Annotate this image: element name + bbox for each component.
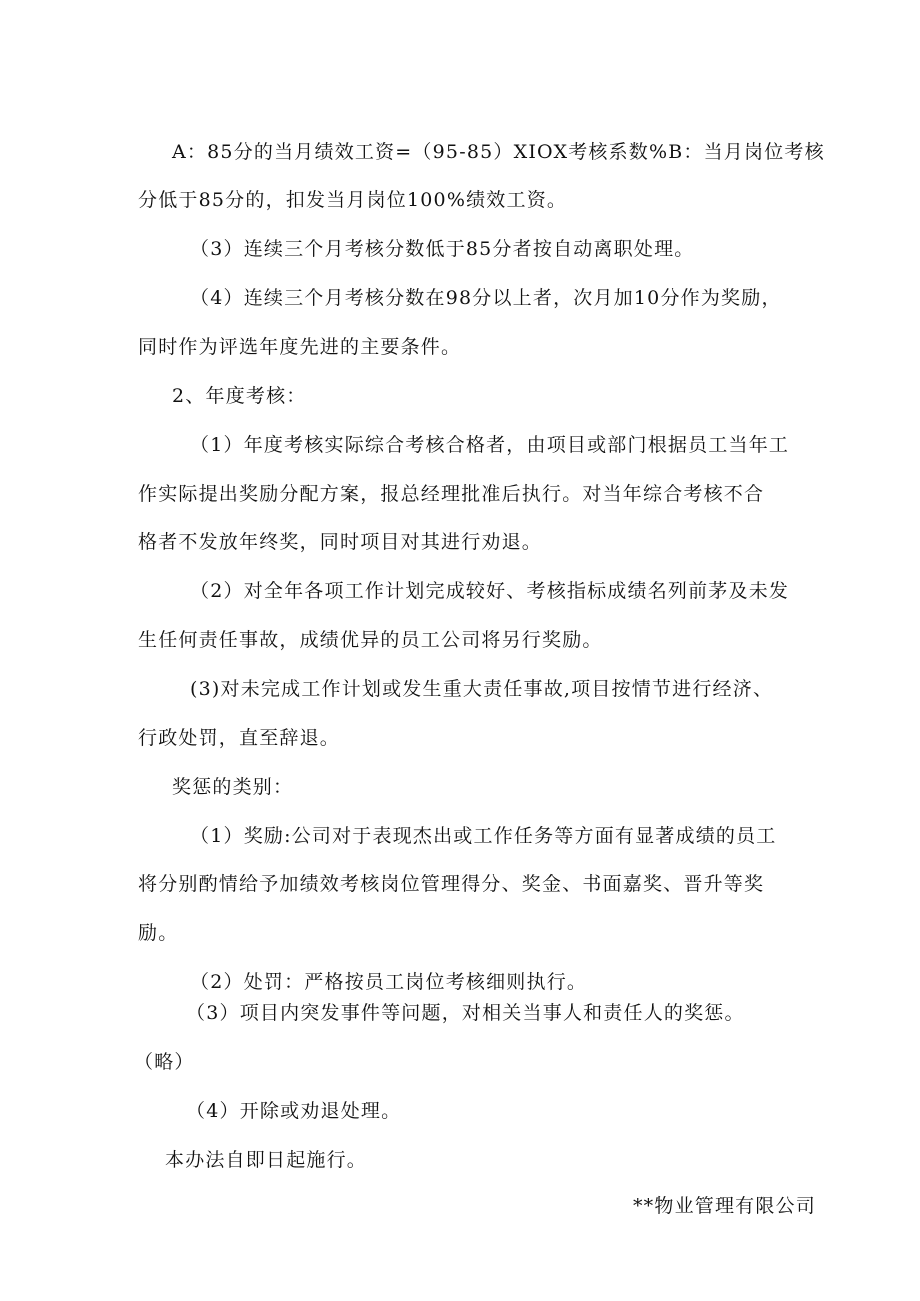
closing-line: 本办法自即日起施行。 — [165, 1149, 368, 1171]
paragraph-line: 作实际提出奖励分配方案，报总经理批准后执行。对当年综合考核不合 — [138, 483, 765, 505]
paragraph-line: 分低于85分的，扣发当月岗位100%绩效工资。 — [138, 189, 568, 211]
paragraph-line: 将分别酌情给予加绩效考核岗位管理得分、奖金、书面嘉奖、晋升等奖 — [138, 873, 765, 895]
paragraph-line: 行政处罚，直至辞退。 — [138, 727, 341, 749]
paragraph-line: （2）处罚：严格按员工岗位考核细则执行。 — [190, 971, 588, 993]
paragraph-line: （4）开除或劝退处理。 — [186, 1100, 402, 1122]
paragraph-line: 格者不发放年终奖，同时项目对其进行劝退。 — [138, 531, 543, 553]
paragraph-line: （3）连续三个月考核分数低于85分者按自动离职处理。 — [190, 238, 695, 260]
paragraph-line: （1）奖励:公司对于表现杰出或工作任务等方面有显著成绩的员工 — [190, 825, 777, 847]
paragraph-line: 生任何责任事故，成绩优异的员工公司将另行奖励。 — [138, 629, 603, 651]
paragraph-line: (3)对未完成工作计划或发生重大责任事故,项目按情节进行经济、 — [190, 678, 774, 700]
paragraph-line: A：85分的当月绩效工资=（95-85）XIOX考核系数%B：当月岗位考核 — [172, 141, 825, 163]
section-heading: 奖惩的类别： — [172, 776, 294, 798]
paragraph-line: 同时作为评选年度先进的主要条件。 — [138, 336, 462, 358]
paragraph-line: 励。 — [138, 922, 179, 944]
paragraph-line: （略） — [134, 1051, 195, 1073]
paragraph-line: （1）年度考核实际综合考核合格者，由项目或部门根据员工当年工 — [190, 434, 790, 456]
paragraph-line: （2）对全年各项工作计划完成较好、考核指标成绩名列前茅及未发 — [190, 580, 790, 602]
paragraph-line: （4）连续三个月考核分数在98分以上者，次月加10分作为奖励， — [190, 287, 782, 309]
company-signature: **物业管理有限公司 — [632, 1195, 816, 1217]
section-heading: 2、年度考核： — [172, 385, 307, 407]
paragraph-line: （3）项目内突发事件等问题，对相关当事人和责任人的奖惩。 — [186, 1002, 745, 1024]
